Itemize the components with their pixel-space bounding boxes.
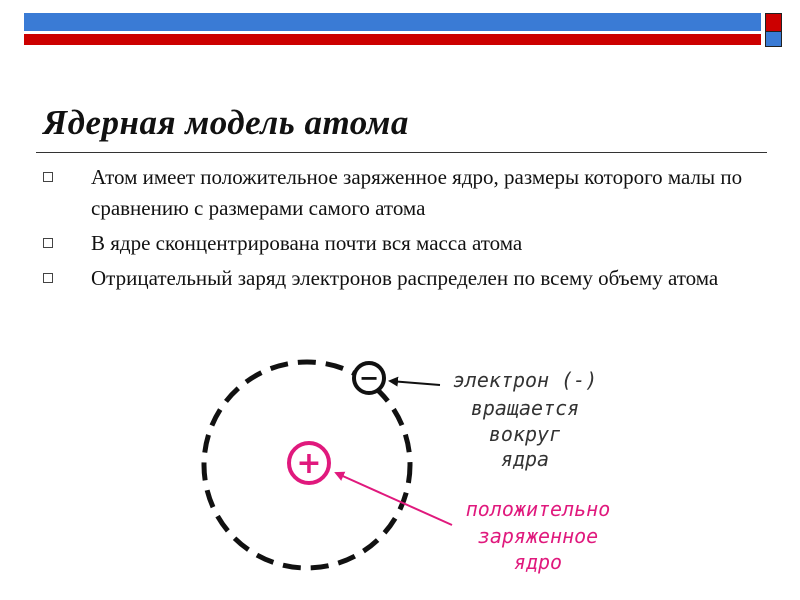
bullet-square-icon [43, 273, 53, 283]
electron-label-line: вращается [470, 396, 580, 420]
bullet-item [43, 162, 763, 224]
nucleus-symbol: + [296, 446, 322, 481]
nucleus-label-line: положительно [465, 497, 611, 521]
bullet-square-icon [43, 238, 53, 248]
corner-square-red [765, 13, 782, 32]
nucleus-label-line: ядро [513, 550, 563, 574]
nucleus-arrow [336, 473, 452, 525]
bullet-list [43, 162, 763, 298]
title-divider [36, 152, 767, 153]
bullet-text: В ядре сконцентрирована почти вся масса атома [91, 231, 523, 255]
atom-diagram [190, 345, 650, 595]
electron-label-line: электрон (-) [452, 368, 598, 392]
electron-symbol: − [358, 364, 380, 392]
header-bar-red [24, 34, 761, 45]
bullet-text: Атом имеет положительное заряженное ядро, размеры которого малы по сравнению с размерами самого атома [91, 165, 743, 220]
bullet-item [43, 228, 763, 259]
electron-arrow [390, 381, 440, 385]
bullet-text: Отрицательный заряд электронов распределен по всему объему атома [91, 266, 719, 290]
header-bar-blue [24, 13, 761, 31]
nucleus-label-line: заряженное [477, 524, 599, 548]
bullet-item [43, 263, 763, 294]
corner-square-blue [765, 31, 782, 47]
bullet-square-icon [43, 172, 53, 182]
electron-label-line: ядра [500, 447, 550, 471]
slide-title: Ядерная модель атома [43, 103, 409, 142]
electron-label-line: вокруг [488, 422, 562, 446]
